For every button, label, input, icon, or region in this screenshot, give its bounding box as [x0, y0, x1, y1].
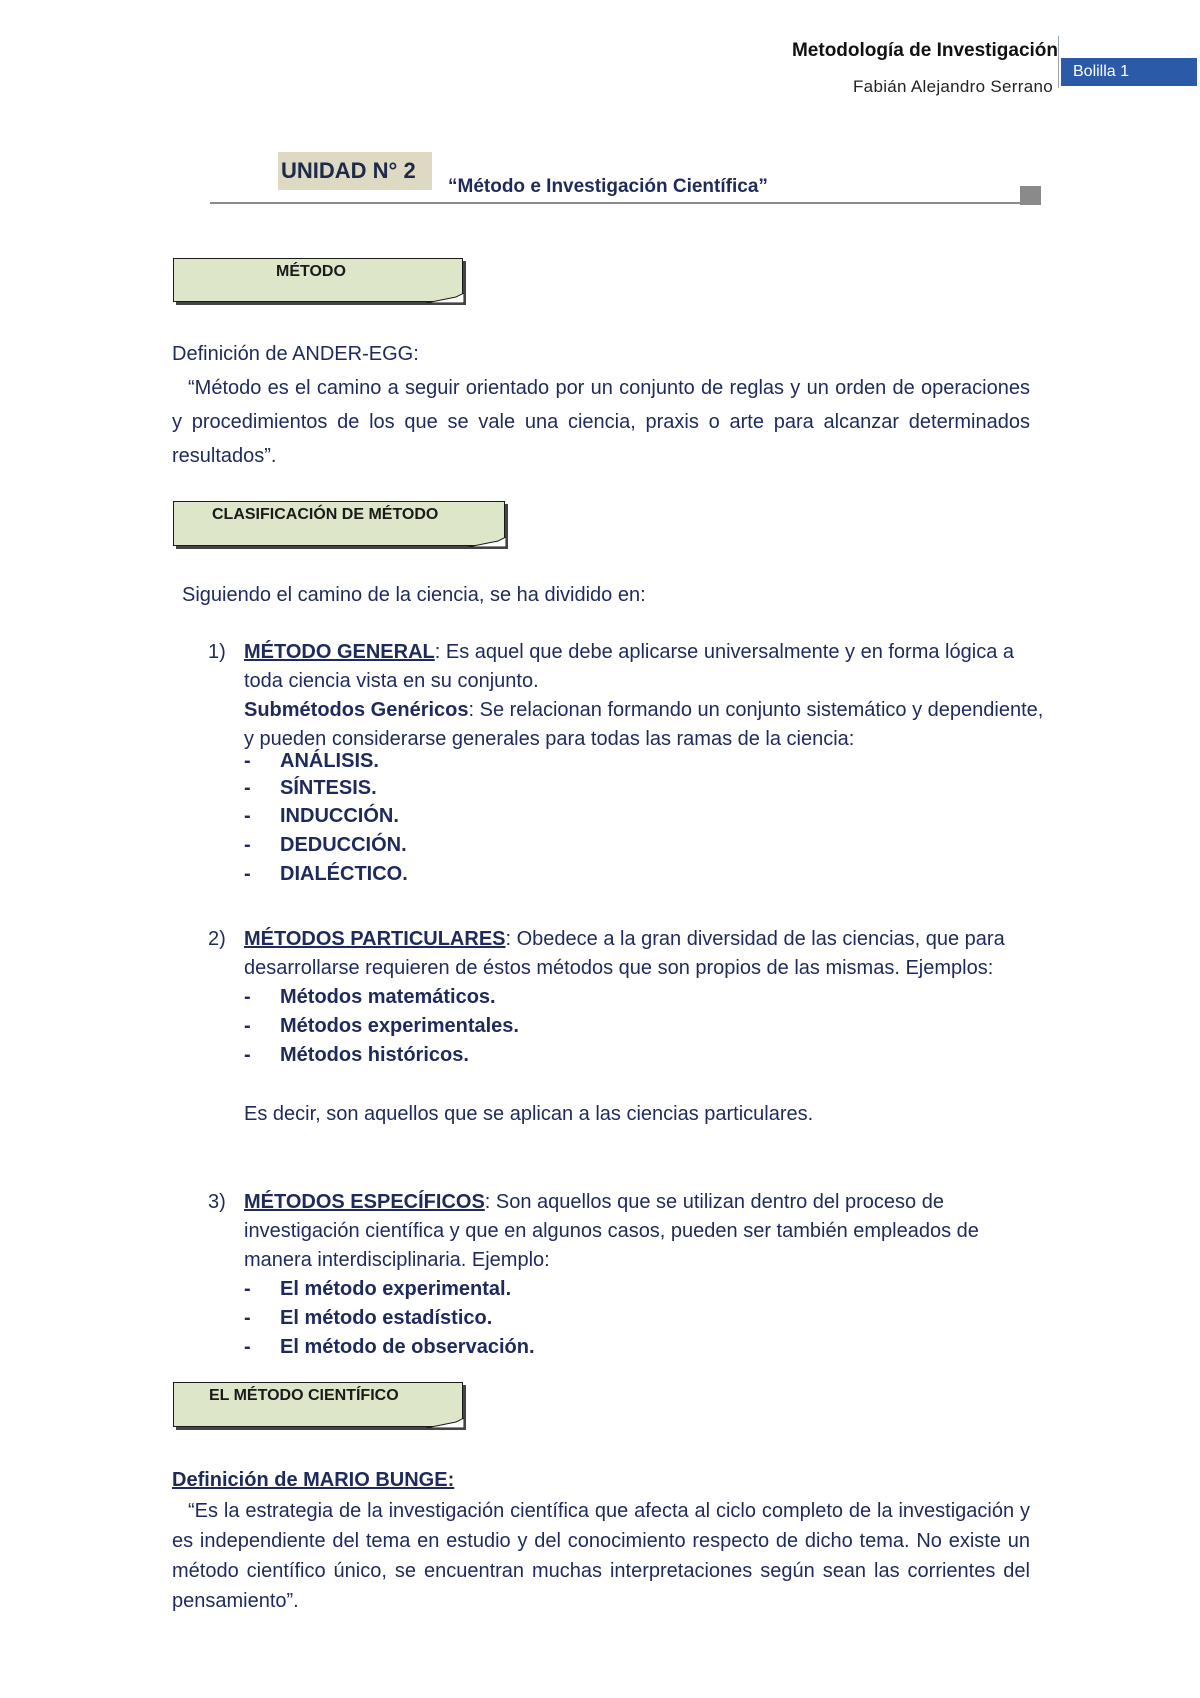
author-name: Fabián Alejandro Serrano: [853, 77, 1053, 96]
method-item-3: [208, 1188, 1048, 1362]
definition-bunge-heading: Definición de MARIO BUNGE:: [172, 1469, 455, 1491]
unit-label: UNIDAD N° 2: [278, 152, 432, 190]
method-title: MÉTODOS ESPECÍFICOS: [244, 1191, 485, 1213]
section-title-clasificacion: CLASIFICACIÓN DE MÉTODO: [212, 506, 439, 523]
section-box-cientifico: [173, 1382, 463, 1427]
method-item-2: [208, 925, 1048, 1129]
folded-corner-icon: [468, 537, 506, 547]
definition-ander-heading: Definición de ANDER-EGG:: [172, 343, 419, 365]
method-description: : Son aquellos que se utilizan dentro del proceso de investigación científica y que en algunos casos, pueden ser también empleados de manera interdisciplinaria. Ejemplo:: [244, 1191, 979, 1271]
chapter-badge: Bolilla 1: [1061, 58, 1197, 86]
classification-intro: Siguiendo el camino de la ciencia, se ha dividido en:: [182, 584, 646, 606]
submethods-description: : Se relacionan formando un conjunto sistemático y dependiente, y pueden considerarse generales para todas las ramas de la ciencia:: [244, 699, 1044, 750]
method-note: Es decir, son aquellos que se aplican a las ciencias particulares.: [244, 1103, 814, 1125]
method-item-1: [208, 638, 1048, 889]
submethods-title: Submétodos Genéricos: [244, 699, 469, 721]
header-divider: [1058, 36, 1059, 88]
section-title-cientifico: EL MÉTODO CIENTÍFICO: [209, 1387, 399, 1404]
method-number: 1): [208, 641, 226, 663]
section-title-metodo: MÉTODO: [276, 263, 346, 280]
list-item: - El método estadístico.: [244, 1307, 493, 1329]
document-title: Metodología de Investigación: [791, 40, 1058, 61]
folded-corner-icon: [426, 1418, 464, 1428]
method-number: 2): [208, 928, 226, 950]
definition-ander-quote: “Método es el camino a seguir orientado por un conjunto de reglas y un orden de operaciones y procedimientos de los que se vale una ciencia, praxis o arte para alcanzar determinados resultados”.: [172, 377, 1030, 467]
list-item: - El método experimental.: [244, 1278, 512, 1300]
list-item: - Métodos experimentales.: [244, 1015, 519, 1037]
section-box-metodo: [173, 258, 463, 302]
list-item: - SÍNTESIS.: [244, 777, 377, 799]
method-title: MÉTODOS PARTICULARES: [244, 928, 506, 950]
method-description: : Es aquel que debe aplicarse universalmente y en forma lógica a toda ciencia vista en su conjunto.: [244, 641, 1014, 692]
section-box-clasificacion: [173, 501, 505, 546]
list-item: - INDUCCIÓN.: [244, 805, 399, 827]
unit-subtitle: “Método e Investigación Científica”: [448, 176, 768, 197]
method-title: MÉTODO GENERAL: [244, 641, 435, 663]
list-item: - ANÁLISIS.: [244, 750, 379, 772]
list-item: - Métodos históricos.: [244, 1044, 469, 1066]
definition-bunge-quote: “Es la estrategia de la investigación científica que afecta al ciclo completo de la investigación y es independiente del tema en estudio y del conocimiento respecto de dicho tema. No existe un método científico único, se encuentran muchas interpretaciones según sean las corrientes del pensamiento”.: [172, 1500, 1030, 1612]
unit-divider: [210, 202, 1040, 204]
list-item: - DIALÉCTICO.: [244, 863, 408, 885]
list-item: - Métodos matemáticos.: [244, 986, 496, 1008]
list-item: - El método de observación.: [244, 1336, 535, 1358]
method-number: 3): [208, 1191, 226, 1213]
list-item: - DEDUCCIÓN.: [244, 834, 407, 856]
unit-square-marker: [1020, 186, 1041, 205]
folded-corner-icon: [426, 293, 464, 303]
method-description: : Obedece a la gran diversidad de las ciencias, que para desarrollarse requieren de éstos métodos que son propios de las mismas. Ejemplos:: [244, 928, 1005, 979]
